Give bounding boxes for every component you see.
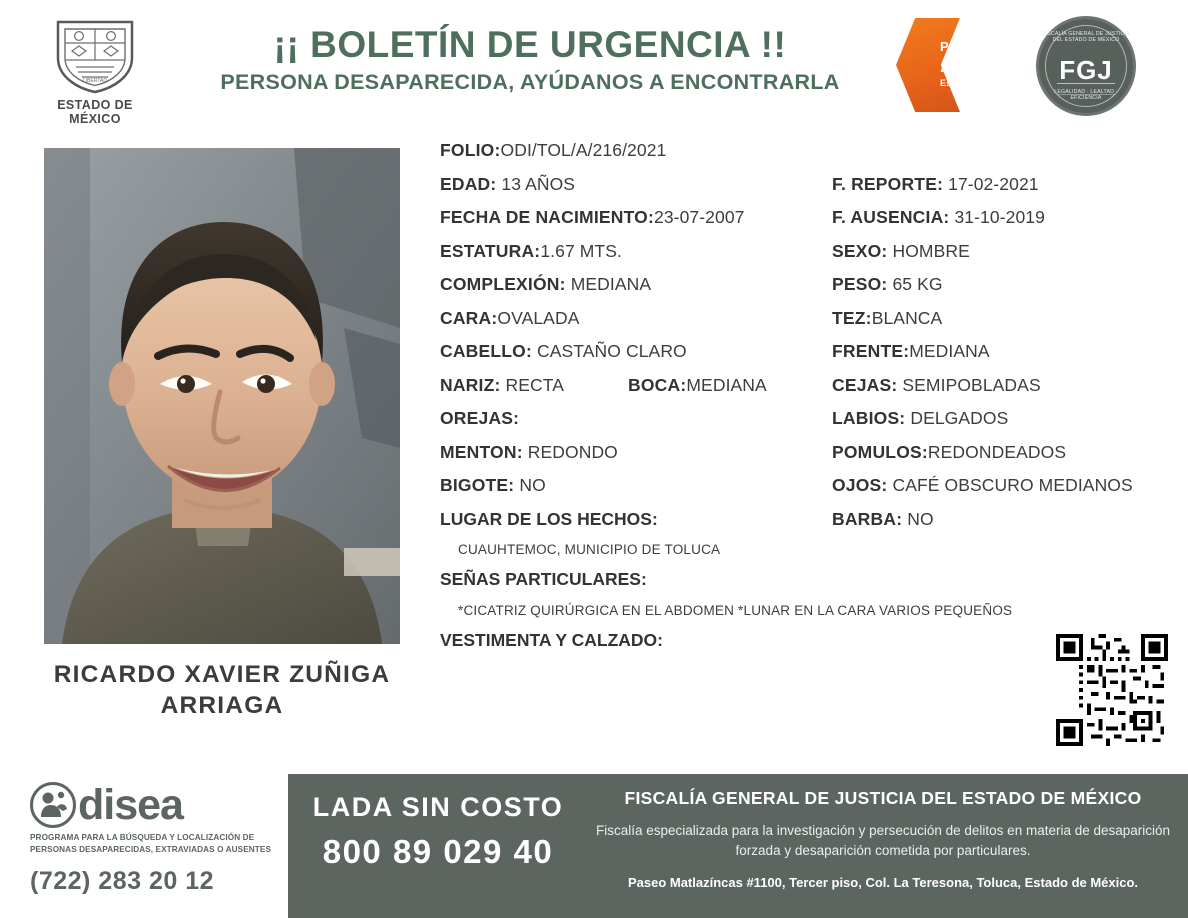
cabello-label: CABELLO: (440, 341, 533, 361)
cara-label: CARA: (440, 307, 498, 328)
complexion-value: MEDIANA (570, 274, 652, 294)
field-row-lugar-barba (440, 509, 1170, 536)
fgj-info-block (588, 788, 1178, 893)
odisea-phone[interactable]: (722) 283 20 12 (30, 866, 215, 895)
cejas-value: SEMIPOBLADAS (902, 374, 1041, 395)
fecha-nacimiento-value: 23-07-2007 (654, 207, 745, 227)
page-header (0, 0, 1188, 130)
folio-label: FOLIO: (440, 140, 501, 160)
f-ausencia-label: F. AUSENCIA: (832, 207, 950, 227)
field-row-nacimiento-ausencia (440, 207, 1170, 228)
alba-line3: Estado de México (940, 78, 1021, 88)
footer-panel (288, 774, 1188, 918)
header-titles (180, 26, 880, 95)
cara-value: OVALADA (497, 307, 580, 328)
qr-code[interactable] (1056, 634, 1168, 746)
field-row-cara-tez (440, 308, 1170, 329)
lugar-hechos-label: LUGAR DE LOS HECHOS: (440, 508, 658, 529)
folio-value: ODI/TOL/A/216/2021 (500, 140, 667, 160)
nariz-value: RECTA (505, 374, 565, 395)
menton-value: REDONDO (527, 441, 618, 462)
bigote-label: BIGOTE: (440, 475, 515, 495)
field-row-senas (440, 569, 1170, 596)
fgj-description: Fiscalía especializada para la investigación y persecución de delitos en materia de desaparición forzada y desaparición cometida por particulares. (595, 823, 1171, 858)
field-row-orejas-labios (440, 408, 1170, 429)
lada-number[interactable]: 800 89 029 40 (322, 833, 554, 870)
menton-label: MENTON: (440, 441, 523, 462)
person-name: RICARDO XAVIER ZUÑIGA ARRIAGA (53, 661, 391, 719)
field-row-cabello-frente (440, 341, 1170, 362)
f-reporte-label: F. REPORTE: (832, 173, 944, 194)
f-ausencia-value: 31-10-2019 (954, 207, 1045, 227)
fecha-nacimiento-label: FECHA DE NACIMIENTO: (440, 207, 654, 227)
fgj-seal (1036, 16, 1136, 116)
field-row-menton-pomulos (440, 442, 1170, 463)
pomulos-label: POMULOS: (832, 441, 928, 462)
details-panel (440, 140, 1170, 669)
vestimenta-label: VESTIMENTA Y CALZADO: (440, 629, 663, 650)
protocolo-alba-logo (896, 18, 1026, 114)
edad-label: EDAD: (440, 173, 497, 194)
barba-label: BARBA: (832, 508, 903, 529)
orejas-label: OREJAS: (440, 408, 520, 428)
barba-value: NO (907, 508, 934, 529)
edomex-crest (30, 18, 160, 126)
ojos-label: OJOS: (832, 475, 888, 495)
cabello-value: CASTAÑO CLARO (537, 341, 687, 361)
lugar-hechos-value: CUAUHTEMOC, MUNICIPIO DE TOLUCA (458, 542, 721, 557)
edad-value: 13 AÑOS (501, 173, 576, 194)
alba-line2: ALBA (940, 54, 1001, 77)
peso-label: PESO: (832, 274, 888, 294)
complexion-label: COMPLEXIÓN: (440, 274, 566, 294)
toll-free-block (288, 792, 588, 871)
f-reporte-value: 17-02-2021 (948, 173, 1039, 194)
coat-of-arms-icon (52, 18, 138, 94)
frente-label: FRENTE: (832, 341, 910, 361)
sexo-label: SEXO: (832, 240, 888, 261)
field-row-nariz-boca-cejas (440, 375, 1170, 396)
estatura-value: 1.67 MTS. (540, 240, 622, 261)
tez-value: BLANCA (871, 307, 943, 328)
page-title: ¡¡ BOLETÍN DE URGENCIA !! (273, 24, 787, 65)
crest-label: ESTADO DE MÉXICO (57, 98, 133, 126)
odisea-subtitle: PROGRAMA PARA LA BÚSQUEDA Y LOCALIZACIÓN DE PERSONAS DESAPARECIDAS, EXTRAVIADAS O AUSENTES (30, 833, 272, 855)
field-row-complexion-peso (440, 274, 1170, 295)
senas-particulares-label: SEÑAS PARTICULARES: (440, 569, 647, 589)
frente-value: MEDIANA (909, 341, 990, 361)
labios-label: LABIOS: (832, 408, 906, 428)
boca-value: MEDIANA (686, 374, 767, 395)
lada-label: LADA SIN COSTO (312, 792, 564, 822)
fgj-acronym: FGJ (1059, 55, 1113, 85)
nariz-label: NARIZ: (440, 374, 501, 395)
person-photo (44, 148, 400, 644)
boca-label: BOCA: (628, 374, 687, 395)
ojos-value: CAFÉ OBSCURO MEDIANOS (892, 475, 1133, 495)
field-row-estatura-sexo (440, 241, 1170, 262)
page-subtitle: PERSONA DESAPARECIDA, AYÚDANOS A ENCONTRARLA (220, 69, 840, 94)
sexo-value: HOMBRE (892, 240, 970, 261)
pomulos-value: REDONDEADOS (927, 441, 1067, 462)
bigote-value: NO (519, 475, 546, 495)
fgj-address: Paseo Matlazíncas #1100, Tercer piso, Col. La Teresona, Toluca, Estado de México. (627, 875, 1139, 891)
field-row-edad-reporte (440, 174, 1170, 195)
odisea-logo (30, 782, 280, 896)
odisea-wordmark: disea (78, 780, 183, 829)
svg-text:LIBERTAD: LIBERTAD (83, 78, 107, 84)
field-row-folio (440, 140, 1170, 161)
fgj-arc-top: FISCALÍA GENERAL DE JUSTICIA DEL ESTADO DE MÉXICO (1042, 31, 1130, 43)
fgj-arc-bottom: LEGALIDAD · LEALTAD · EFICIENCIA (1054, 89, 1118, 101)
peso-value: 65 KG (892, 274, 943, 294)
field-row-bigote-ojos (440, 475, 1170, 496)
senas-particulares-value: *CICATRIZ QUIRÚRGICA EN EL ABDOMEN *LUNAR EN LA CARA VARIOS PEQUEÑOS (458, 602, 1013, 618)
estatura-label: ESTATURA: (440, 240, 541, 261)
odisea-person-icon (30, 782, 76, 828)
cejas-label: CEJAS: (832, 374, 898, 395)
tez-label: TEZ: (832, 307, 872, 328)
fgj-title: FISCALÍA GENERAL DE JUSTICIA DEL ESTADO DE MÉXICO (624, 788, 1142, 808)
labios-value: DELGADOS (910, 408, 1009, 428)
alba-line1: Protocolo (940, 39, 1004, 54)
